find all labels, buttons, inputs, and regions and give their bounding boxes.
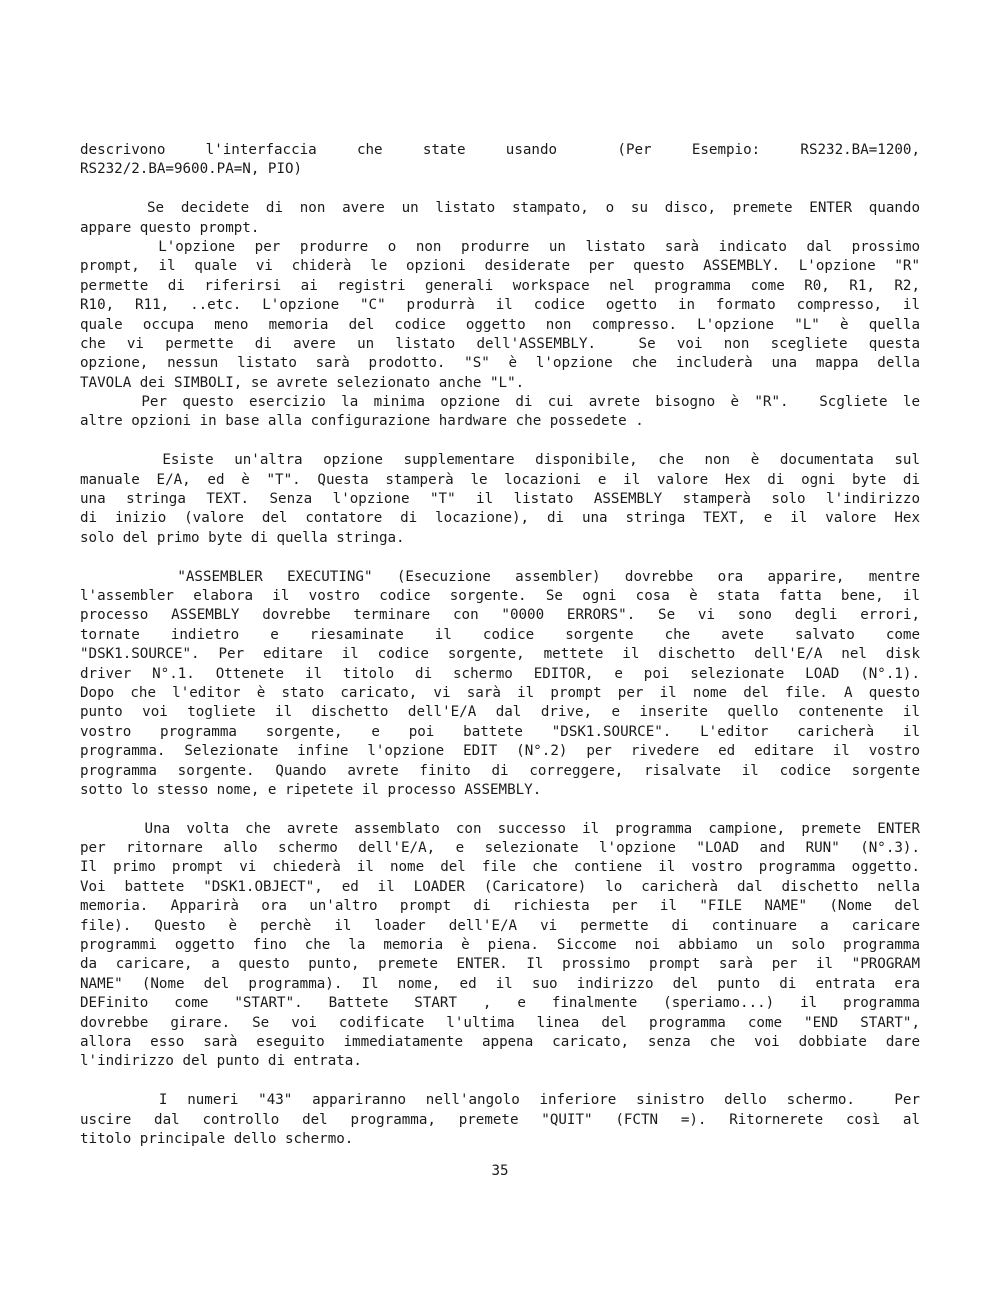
text-line: altre opzioni in base alla configurazione hardware che possedete .	[80, 413, 644, 430]
paragraph	[80, 393, 920, 432]
text-line: RS232/2.BA=9600.PA=N, PIO)	[80, 161, 303, 178]
text-line: Il primo prompt vi chiederà il nome del file che contiene il vostro programma oggetto.	[80, 859, 920, 876]
paragraph	[80, 820, 920, 1072]
paragraph-gap	[80, 432, 920, 451]
text-line: L'opzione per produrre o non produrre un listato sarà indicato dal prossimo	[80, 238, 920, 255]
text-line: processo ASSEMBLY dovrebbe terminare con "0000 ERRORS". Se vi sono degli errori,	[80, 607, 920, 624]
text-line: descrivono l'interfaccia che state usando (Per Esempio: RS232.BA=1200,	[80, 142, 920, 158]
text-line: memoria. Apparirà ora un'altro prompt di richiesta per il "FILE NAME" (Nome del	[80, 898, 920, 915]
text-line: solo del primo byte di quella stringa.	[80, 529, 405, 546]
text-line: opzione, nessun listato sarà prodotto. "S" è l'opzione che includerà una mappa della	[80, 355, 920, 372]
paragraph	[80, 238, 920, 393]
text-line: dovrebbe girare. Se voi codificate l'ultima linea del programma come "END START",	[80, 1014, 920, 1031]
text-line: l'assembler elabora il vostro codice sorgente. Se ogni cosa è stata fatta bene, il	[80, 587, 920, 604]
text-line: manuale E/A, ed è "T". Questa stamperà le locazioni e il valore Hex di ogni byte di	[80, 471, 920, 488]
text-line: allora esso sarà eseguito immediatamente appena caricato, senza che voi dobbiate dare	[80, 1033, 920, 1050]
text-line: file). Questo è perchè il loader dell'E/A vi permette di continuare a caricare	[80, 917, 920, 934]
text-line: "DSK1.SOURCE". Per editare il codice sorgente, mettete il dischetto dell'E/A nel disk	[80, 646, 920, 663]
text-line: di inizio (valore del contatore di locazione), di una stringa TEXT, e il valore Hex	[80, 510, 920, 527]
paragraph	[80, 1091, 920, 1149]
text-line: sotto lo stesso nome, e ripetete il processo ASSEMBLY.	[80, 781, 542, 798]
text-line: per ritornare allo schermo dell'E/A, e selezionate l'opzione "LOAD and RUN" (N°.3).	[80, 840, 920, 857]
paragraph-gap	[80, 180, 920, 199]
text-line: I numeri "43" appariranno nell'angolo inferiore sinistro dello schermo. Per	[80, 1092, 920, 1109]
paragraph	[80, 568, 920, 801]
text-line: NAME" (Nome del programma). Il nome, ed il suo indirizzo del punto di entrata era	[80, 975, 920, 992]
text-line: Se decidete di non avere un listato stampato, o su disco, premete ENTER quando	[80, 200, 920, 217]
paragraph	[80, 451, 920, 548]
text-line: programmi oggetto fino che la memoria è piena. Siccome noi abbiamo un solo programma	[80, 937, 920, 954]
text-line: Voi battete "DSK1.OBJECT", ed il LOADER (Caricatore) lo caricherà dal dischetto nella	[80, 878, 920, 895]
document-body	[80, 141, 920, 1149]
text-line: driver N°.1. Ottenete il titolo di schermo EDITOR, e poi selezionate LOAD (N°.1).	[80, 665, 920, 682]
text-line: TAVOLA dei SIMBOLI, se avrete selezionato anche "L".	[80, 374, 525, 391]
paragraph	[80, 141, 920, 180]
text-line: che vi permette di avere un listato dell'ASSEMBLY. Se voi non scegliete questa	[80, 335, 920, 352]
text-line: l'indirizzo del punto di entrata.	[80, 1053, 362, 1070]
text-line: programma sorgente. Quando avrete finito di correggere, risalvate il codice sorgente	[80, 762, 920, 779]
text-line: punto voi togliete il dischetto dell'E/A dal drive, e inserite quello contenente il	[80, 704, 920, 721]
text-line: quale occupa meno memoria del codice oggetto non compresso. L'opzione "L" è quella	[80, 316, 920, 333]
text-line: Dopo che l'editor è stato caricato, vi sarà il prompt per il nome del file. A questo	[80, 684, 920, 701]
text-line: da caricare, a questo punto, premete ENTER. Il prossimo prompt sarà per il "PROGRAM	[80, 956, 920, 973]
text-line: Per questo esercizio la minima opzione di cui avrete bisogno è "R". Scgliete le	[80, 394, 920, 411]
paragraph-gap	[80, 1072, 920, 1091]
text-line: titolo principale dello schermo.	[80, 1130, 354, 1147]
text-line: prompt, il quale vi chiderà le opzioni desiderate per questo ASSEMBLY. L'opzione "R"	[80, 258, 920, 275]
text-line: Una volta che avrete assemblato con successo il programma campione, premete ENTER	[80, 820, 920, 837]
text-line: DEFinito come "START". Battete START , e finalmente (speriamo...) il programma	[80, 995, 920, 1012]
paragraph	[80, 199, 920, 238]
text-line: tornate indietro e riesaminate il codice sorgente che avete salvato come	[80, 626, 920, 643]
text-line: permette di riferirsi ai registri generali workspace nel programma come R0, R1, R2,	[80, 277, 920, 294]
text-line: R10, R11, ..etc. L'opzione "C" produrrà il codice ogetto in formato compresso, il	[80, 297, 920, 314]
text-line: Esiste un'altra opzione supplementare disponibile, che non è documentata sul	[80, 452, 920, 469]
paragraph-gap	[80, 548, 920, 567]
text-line: uscire dal controllo del programma, premete "QUIT" (FCTN =). Ritornerete così al	[80, 1111, 920, 1128]
paragraph-gap	[80, 800, 920, 819]
text-line: una stringa TEXT. Senza l'opzione "T" il listato ASSEMBLY stamperà solo l'indirizzo	[80, 491, 920, 508]
text-line: vostro programma sorgente, e poi battete "DSK1.SOURCE". L'editor caricherà il	[80, 723, 920, 740]
page-number: 35	[491, 1163, 509, 1179]
text-line: appare questo prompt.	[80, 219, 260, 236]
text-line: "ASSEMBLER EXECUTING" (Esecuzione assembler) dovrebbe ora apparire, mentre	[80, 568, 920, 585]
text-line: programma. Selezionate infine l'opzione EDIT (N°.2) per rivedere ed editare il vostro	[80, 743, 920, 760]
